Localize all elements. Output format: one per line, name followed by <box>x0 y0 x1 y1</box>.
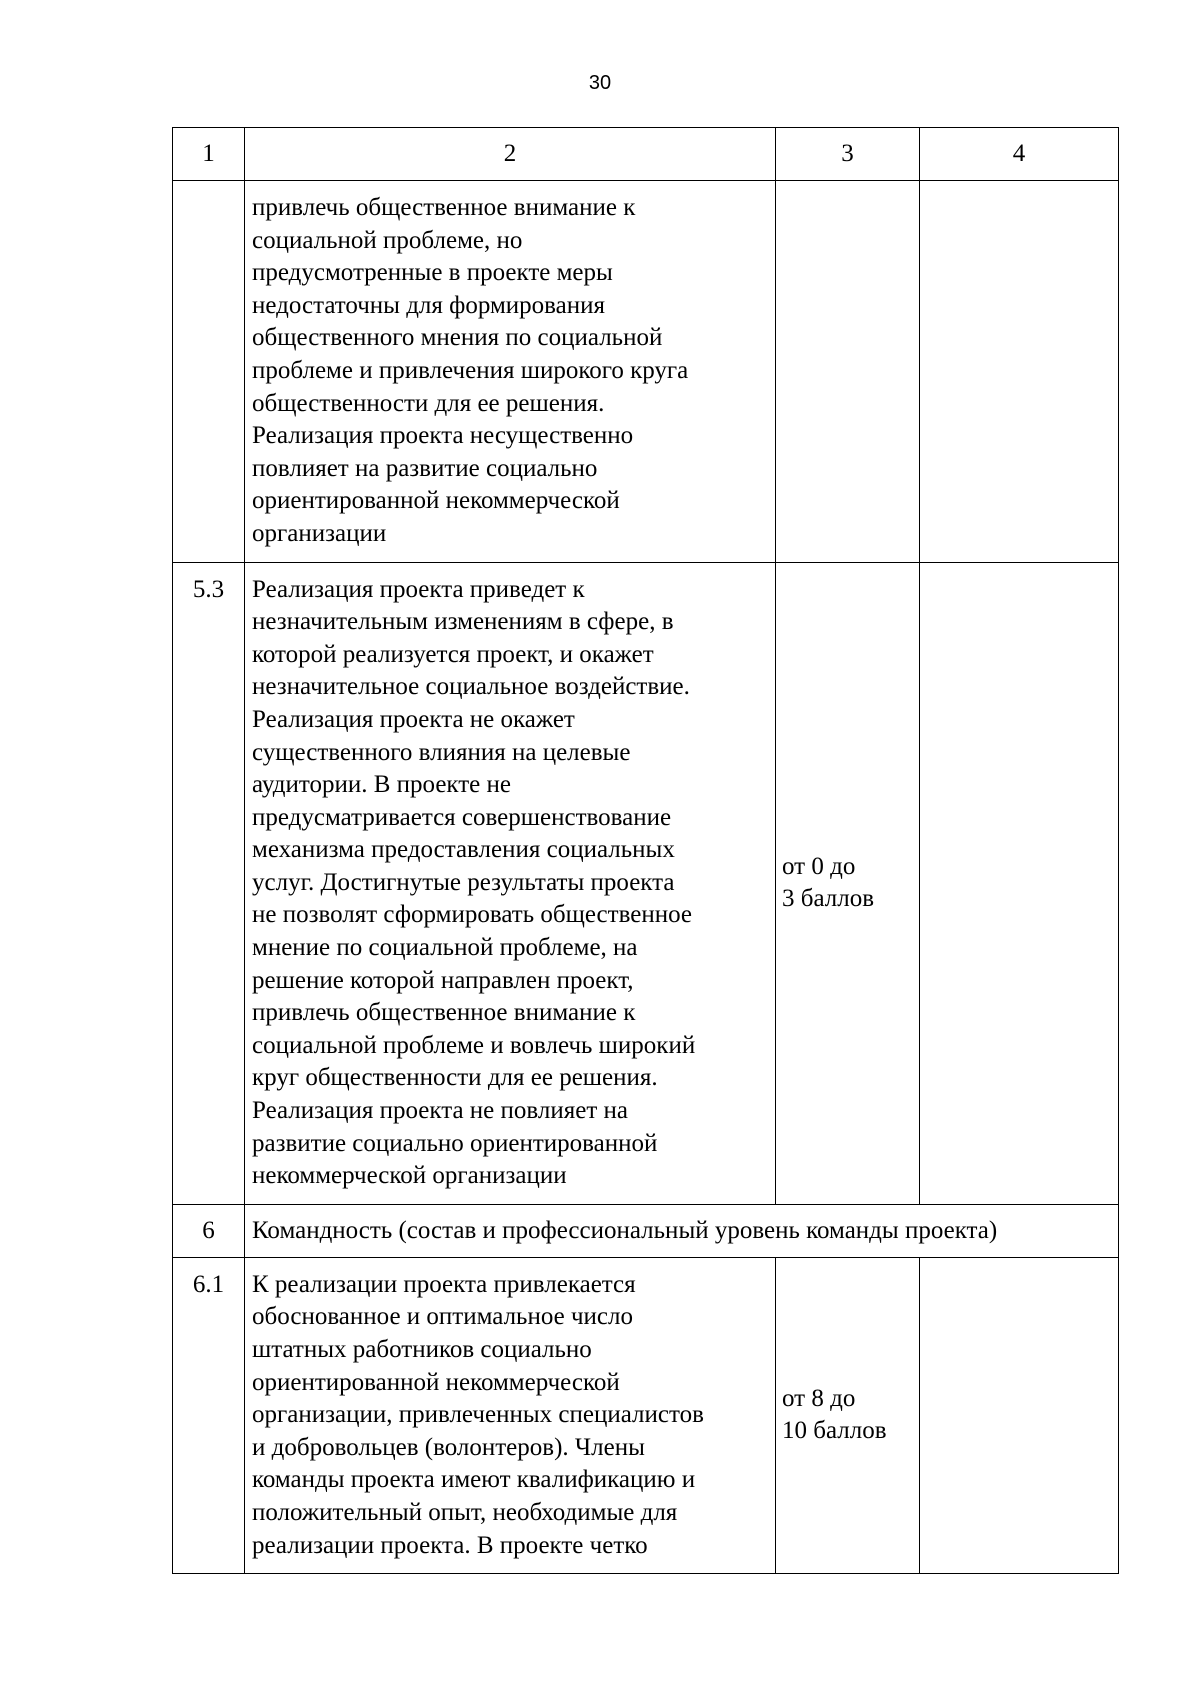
table-row <box>173 181 1119 563</box>
table-row <box>173 562 1119 1204</box>
criterion-score: от 8 до 10 баллов <box>776 1257 920 1573</box>
section-number: 6 <box>173 1204 245 1257</box>
column-header-3: 3 <box>776 128 920 181</box>
criterion-description: привлечь общественное внимание к социальной проблеме, но предусмотренные в проекте меры недостаточны для формирования общественного мнения по социальной проблеме и привлечения широкого круга общественности для ее решения. Реализация проекта несущественно повлияет на развитие социально ориентированной некоммерческой организации <box>245 181 776 563</box>
criterion-score: от 0 до 3 баллов <box>776 562 920 1204</box>
criterion-extra <box>920 181 1119 563</box>
section-title: Командность (состав и профессиональный уровень команды проекта) <box>245 1204 1119 1257</box>
table-header-row <box>173 128 1119 181</box>
criterion-description: К реализации проекта привлекается обоснованное и оптимальное число штатных работников социально ориентированной некоммерческой организации, привлеченных специалистов и добровольцев (волонтеров). Члены команды проекта имеют квалификацию и положительный опыт, необходимые для реализации проекта. В проекте четко <box>245 1257 776 1573</box>
criterion-extra <box>920 1257 1119 1573</box>
criterion-extra <box>920 562 1119 1204</box>
criterion-number: 5.3 <box>173 562 245 1204</box>
column-header-4: 4 <box>920 128 1119 181</box>
criteria-table <box>172 127 1119 1574</box>
criterion-description: Реализация проекта приведет к незначительным изменениям в сфере, в которой реализуется проект, и окажет незначительное социальное воздействие. Реализация проекта не окажет существенного влияния на целевые аудитории. В проекте не предусматривается совершенствование механизма предоставления социальных услуг. Достигнутые результаты проекта не позволят сформировать общественное мнение по социальной проблеме, на решение которой направлен проект, привлечь общественное внимание к социальной проблеме и вовлечь широкий круг общественности для ее решения. Реализация проекта не повлияет на развитие социально ориентированной некоммерческой организации <box>245 562 776 1204</box>
section-row <box>173 1204 1119 1257</box>
criterion-number: 6.1 <box>173 1257 245 1573</box>
column-header-2: 2 <box>245 128 776 181</box>
criterion-number <box>173 181 245 563</box>
column-header-1: 1 <box>173 128 245 181</box>
page-number: 30 <box>588 72 612 94</box>
criterion-score <box>776 181 920 563</box>
table-row <box>173 1257 1119 1573</box>
